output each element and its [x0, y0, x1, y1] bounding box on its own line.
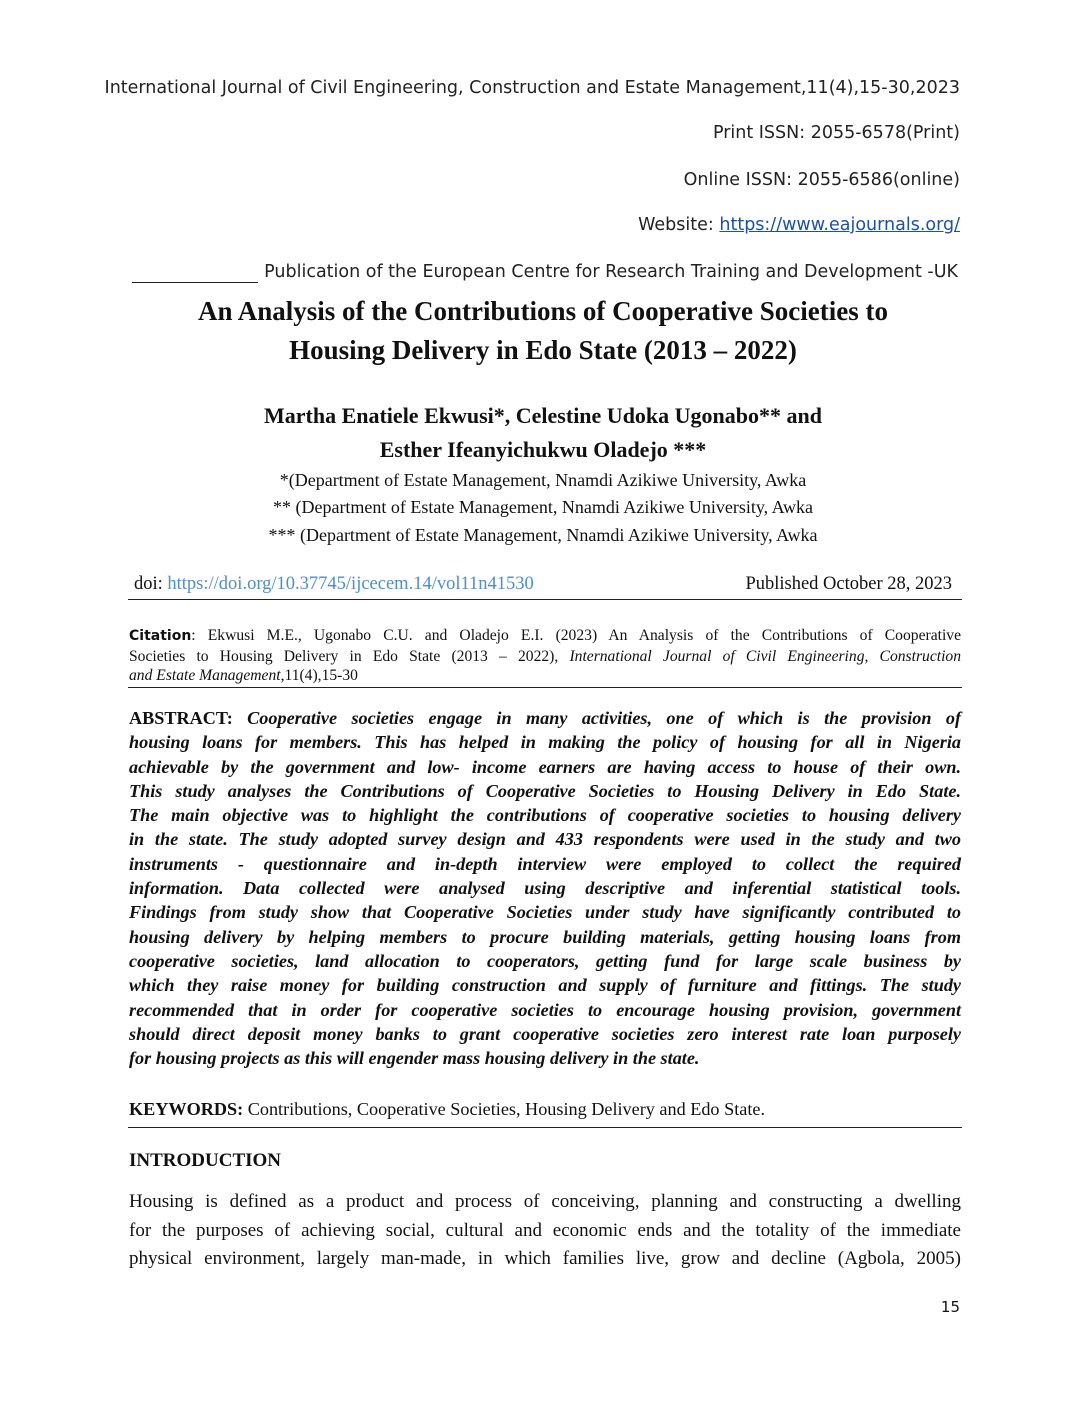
citation-journal: and Estate Management — [129, 667, 281, 684]
introduction-paragraph — [129, 1188, 961, 1274]
website-line — [638, 215, 960, 235]
keywords-text: Contributions, Cooperative Societies, Housing Delivery and Edo State. — [243, 1099, 765, 1119]
authors-line-2: Esther Ifeanyichukwu Oladejo *** — [379, 437, 707, 462]
abstract-line: The main objective was to highlight the contributions of cooperative societies to housing delivery — [129, 805, 961, 826]
abstract-line: in the state. The study adopted survey design and 433 respondents were used in the study and two — [129, 829, 961, 850]
citation-text: Societies to Housing Delivery in Edo State (2013 – 2022), — [129, 647, 570, 665]
affiliation-1: *(Department of Estate Management, Nnamdi Azikiwe University, Awka — [279, 470, 807, 490]
abstract-line: which they raise money for building construction and supply of furniture and fittings. The study — [129, 975, 961, 996]
abstract-line: achievable by the government and low- income earners are having access to house of their own. — [129, 756, 961, 777]
abstract-line — [129, 706, 961, 730]
divider-keywords — [128, 1127, 962, 1128]
abstract-line: should direct deposit money banks to grant cooperative societies zero interest rate loan purposely — [129, 1023, 961, 1044]
paper-title-line-1: An Analysis of the Contributions of Cooperative Societies to — [198, 296, 888, 326]
abstract-line: information. Data collected were analysed using descriptive and inferential statistical tools. — [129, 878, 961, 899]
keywords-line — [129, 1099, 765, 1120]
abstract-block — [129, 706, 961, 1070]
online-issn: Online ISSN: 2055-6586(online) — [683, 170, 960, 190]
journal-header: International Journal of Civil Engineering, Construction and Estate Management,11(4),15-30,2023 — [104, 78, 960, 98]
citation-line — [129, 647, 961, 667]
website-link[interactable]: https://www.eajournals.org/ — [719, 215, 960, 235]
published-date: Published October 28, 2023 — [745, 574, 952, 594]
print-issn: Print ISSN: 2055-6578(Print) — [712, 123, 960, 143]
abstract-label: ABSTRACT: — [129, 708, 233, 728]
abstract-line: housing delivery by helping members to procure building materials, getting housing loans from — [129, 926, 961, 947]
abstract-text: Cooperative societies engage in many activities, one of which is the provision of — [232, 708, 961, 728]
affiliation-2: ** (Department of Estate Management, Nnamdi Azikiwe University, Awka — [272, 497, 814, 517]
section-heading: INTRODUCTION — [129, 1150, 282, 1171]
abstract-line: cooperative societies, land allocation to cooperators, getting fund for large scale business by — [129, 950, 961, 971]
citation-line — [129, 626, 961, 647]
website-label: Website: — [638, 215, 720, 235]
citation-journal: International Journal of Civil Engineering, Construction — [569, 647, 961, 665]
intro-line: for the purposes of achieving social, cultural and economic ends and the totality of the immediate — [129, 1219, 961, 1241]
doi-line — [134, 574, 534, 595]
abstract-line: housing loans for members. This has helped in making the policy of housing for all in Nigeria — [129, 732, 961, 753]
abstract-line: instruments - questionnaire and in-depth interview were employed to collect the required — [129, 853, 961, 874]
divider-top — [128, 599, 962, 600]
citation-block — [129, 626, 961, 686]
page-number: 15 — [940, 1298, 960, 1316]
divider-citation — [128, 687, 962, 688]
doi-label: doi: — [134, 574, 168, 594]
citation-text: : Ekwusi M.E., Ugonabo C.U. and Oladejo E.I. (2023) An Analysis of the Contributions of Cooperative — [191, 627, 961, 644]
intro-line: Housing is defined as a product and process of conceiving, planning and constructing a dwelling — [129, 1191, 961, 1212]
paper-title-line-2: Housing Delivery in Edo State (2013 – 2022) — [289, 335, 797, 365]
intro-line: physical environment, largely man-made, in which families live, grow and decline (Agbola, 2005) — [129, 1248, 961, 1269]
authors-line-1: Martha Enatiele Ekwusi*, Celestine Udoka Ugonabo** and — [263, 403, 822, 428]
citation-line — [129, 666, 961, 686]
abstract-line: Findings from study show that Cooperative Societies under study have significantly contributed to — [129, 902, 961, 923]
abstract-line: for housing projects as this will engender mass housing delivery in the state. — [129, 1048, 700, 1069]
doi-link[interactable]: https://doi.org/10.37745/ijcecem.14/vol11n41530 — [167, 574, 534, 594]
citation-label: Citation — [129, 628, 192, 644]
affiliation-3: *** (Department of Estate Management, Nnamdi Azikiwe University, Awka — [268, 525, 818, 545]
publication-line: Publication of the European Centre for Research Training and Development -UK — [264, 262, 958, 282]
abstract-line: recommended that in order for cooperative societies to encourage housing provision, government — [129, 999, 961, 1020]
citation-text: ,11(4),15-30 — [280, 667, 358, 684]
publication-rule — [132, 282, 258, 283]
abstract-line: This study analyses the Contributions of Cooperative Societies to Housing Delivery in Edo State. — [129, 780, 961, 801]
keywords-label: KEYWORDS: — [129, 1099, 244, 1119]
